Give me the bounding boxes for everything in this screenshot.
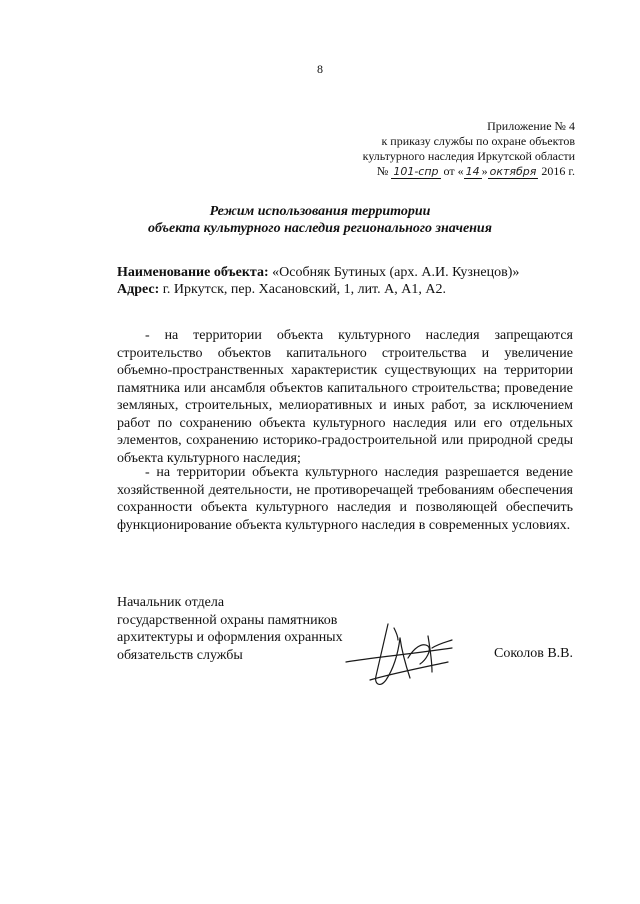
date-day: 14 — [465, 165, 480, 178]
order-number: 101-спр — [393, 165, 439, 178]
order-prefix: № — [376, 164, 389, 178]
signatory-position — [117, 594, 343, 664]
order-number-line — [275, 164, 575, 179]
restriction-text: - на территории объекта культурного наследия запрещаются строительство объектов капитального строительства и увеличение объемно-пространственных характеристик существующих на территории памятника или ансамбля объектов капитального строительства; проведение земляных, строительных, мелиоративных и иных работ, за исключением работ по сохранению объекта культурного наследия или его отдельных элементов, сохранению историко-градостроительной или природной среды объекта культурного наследия; — [117, 328, 573, 466]
appendix-title: Приложение № 4 — [487, 119, 575, 133]
signatory-name: Соколов В.В. — [494, 646, 574, 661]
position-line-1: Начальник отдела — [117, 595, 225, 610]
object-name-row — [117, 264, 577, 281]
appendix-order-ref: к приказу службы по охране объектов — [381, 134, 575, 148]
position-line-2: государственной охраны памятников — [117, 612, 338, 628]
position-line-4: обязательств службы — [117, 647, 243, 663]
appendix-header — [275, 119, 575, 179]
object-name-value: «Особняк Бутиных (арх. А.И. Кузнецов)» — [272, 265, 520, 280]
document-title — [0, 203, 640, 237]
permission-text: - на территории объекта культурного наследия разрешается ведение хозяйственной деятельности, не противоречащей требованиям обеспечения сохранности объекта культурного наследия и позволяющей обеспечить функционирование объекта культурного наследия в современных условиях. — [117, 465, 573, 533]
title-line-1: Режим использования территории — [209, 204, 431, 219]
title-line-2: объекта культурного наследия регионального значения — [148, 221, 492, 236]
date-from: от « — [443, 164, 464, 178]
object-address-value: г. Иркутск, пер. Хасановский, 1, лит. А, А1, А2. — [162, 282, 446, 297]
object-name-label: Наименование объекта: — [117, 265, 269, 280]
restriction-paragraph — [117, 327, 573, 467]
permission-paragraph — [117, 464, 573, 534]
handwritten-signature — [340, 618, 460, 696]
date-year: 2016 г. — [541, 164, 575, 178]
appendix-service-name: культурного наследия Иркутской области — [362, 149, 575, 163]
position-line-3: архитектуры и оформления охранных — [117, 630, 343, 645]
date-mid: » — [481, 164, 488, 178]
object-address-row — [117, 281, 577, 298]
object-address-label: Адрес: — [117, 282, 160, 297]
object-info — [117, 264, 577, 298]
date-month: октября — [489, 165, 537, 178]
page-number: 8 — [317, 62, 323, 76]
